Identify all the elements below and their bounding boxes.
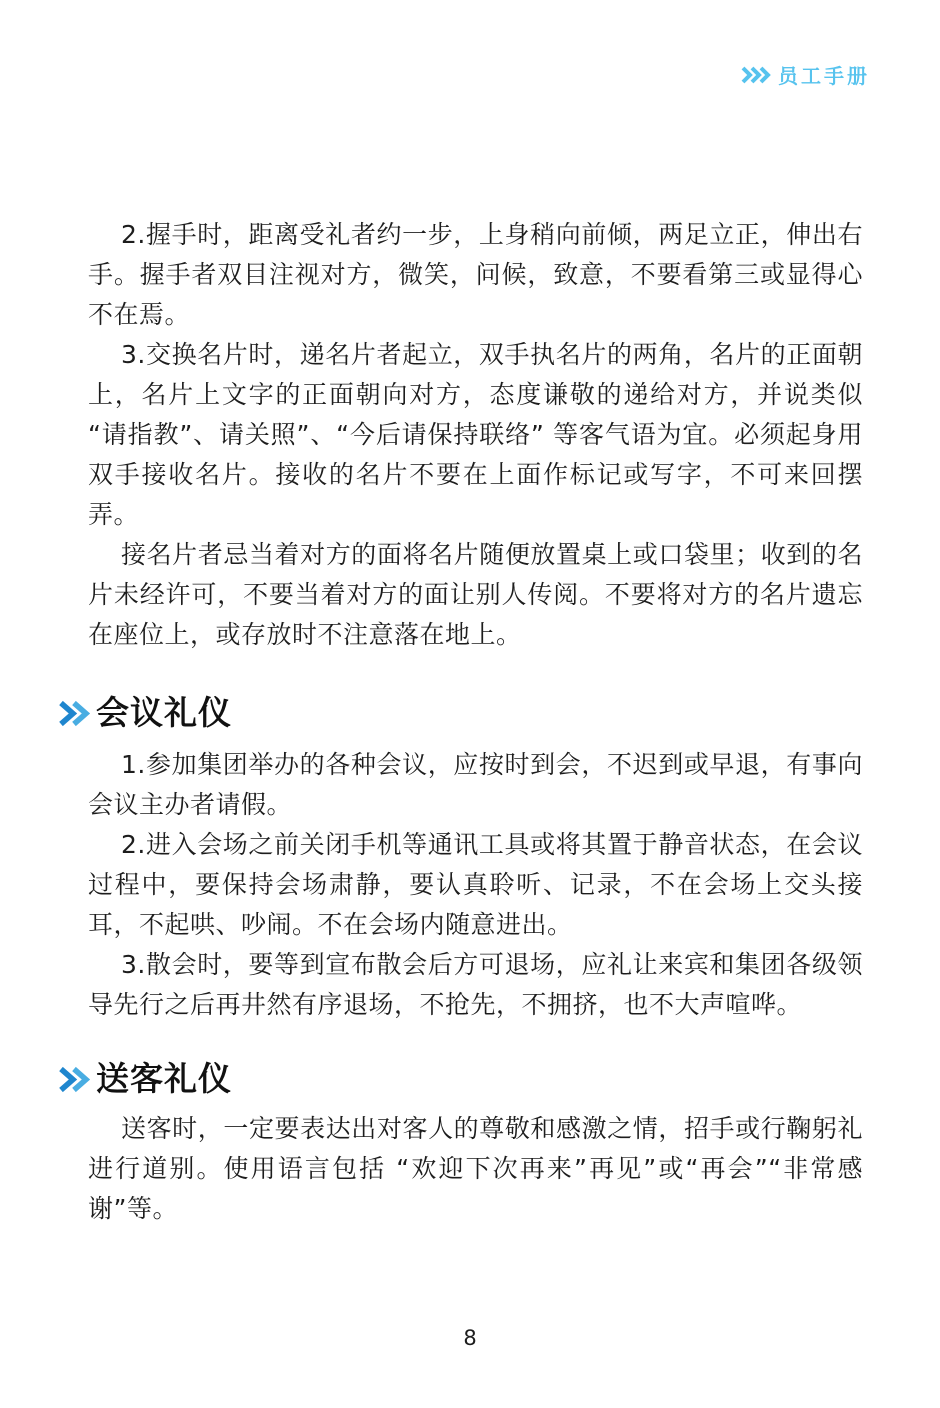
double-chevron-icon [58, 700, 90, 727]
page-header [741, 60, 870, 89]
section-heading-label: 送客礼仪 [96, 1059, 232, 1098]
paragraph-card-receiving: 接名片者忌当着对方的面将名片随便放置桌上或口袋里；收到的名片未经许可，不要当着对方的面让别人传阅。不要将对方的名片遗忘在座位上，或存放时不注意落在地上。 [88, 540, 863, 649]
paragraph-seeing-off: 送客时，一定要表达出对客人的尊敬和感激之情，招手或行鞠躬礼进行道别。使用语言包括 “欢迎下次再来”再见”或“再会”“非常感谢”等。 [88, 1114, 863, 1223]
section-heading-meeting-etiquette [58, 691, 863, 735]
header-title: 员工手册 [778, 64, 870, 88]
page-footer [0, 1326, 940, 1350]
triple-chevron-icon [741, 66, 771, 84]
paragraph-handshake: 2.握手时，距离受礼者约一步，上身稍向前倾，两足立正，伸出右手。握手者双目注视对方，微笑，问候，致意，不要看第三或显得心不在焉。 [88, 220, 863, 329]
page-content [88, 215, 863, 1229]
page-number: 8 [463, 1326, 477, 1350]
section-heading-seeing-off-etiquette [58, 1057, 863, 1101]
paragraph-meeting-3: 3.散会时，要等到宣布散会后方可退场，应礼让来宾和集团各级领导先行之后再井然有序退场，不抢先，不拥挤，也不大声喧哗。 [88, 950, 863, 1019]
paragraph-meeting-1: 1.参加集团举办的各种会议，应按时到会，不迟到或早退，有事向会议主办者请假。 [88, 750, 863, 819]
section-heading-label: 会议礼仪 [96, 693, 232, 732]
paragraph-card-exchange: 3.交换名片时，递名片者起立，双手执名片的两角，名片的正面朝上，名片上文字的正面朝向对方，态度谦敬的递给对方，并说类似 “请指教”、请关照”、“今后请保持联络” 等客气语为宜。必须起身用双手接收名片。接收的名片不要在上面作标记或写字，不可来回摆弄。 [88, 340, 863, 529]
paragraph-meeting-2: 2.进入会场之前关闭手机等通讯工具或将其置于静音状态，在会议过程中，要保持会场肃静，要认真聆听、记录，不在会场上交头接耳，不起哄、吵闹。不在会场内随意进出。 [88, 830, 863, 939]
double-chevron-icon [58, 1066, 90, 1093]
